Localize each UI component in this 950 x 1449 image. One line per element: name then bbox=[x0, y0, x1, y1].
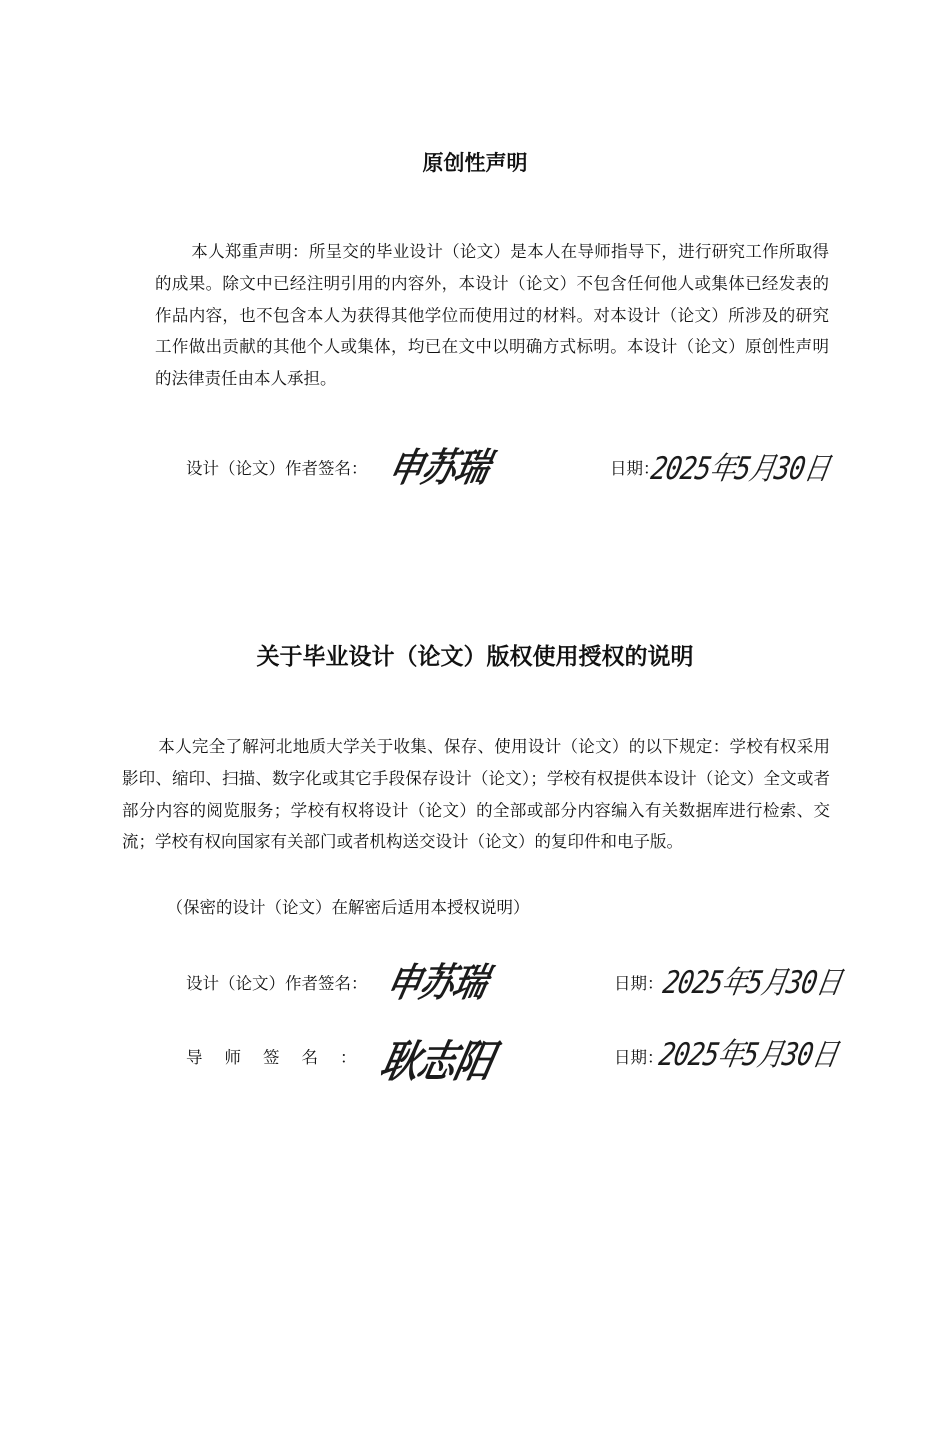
declaration-body: 本人郑重声明：所呈交的毕业设计（论文）是本人在导师指导下，进行研究工作所取得的成果。除文中已经注明引用的内容外，本设计（论文）不包含任何他人或集体已经发表的作品内容，也不包含本人为获得其他学位而使用过的材料。对本设计（论文）所涉及的研究工作做出贡献的其他个人或集体，均已在文中以明确方式标明。本设计（论文）原创性声明的法律责任由本人承担。 bbox=[155, 242, 829, 389]
authorization-author-label: 设计（论文）作者签名： bbox=[186, 974, 368, 993]
authorization-title: 关于毕业设计（论文）版权使用授权的说明 bbox=[256, 644, 694, 670]
declaration-date-value: 2025年5月30日 bbox=[648, 451, 833, 488]
advisor-label: 导师签名： bbox=[186, 1048, 379, 1067]
authorization-author-signature: 申苏瑞 bbox=[382, 960, 492, 1007]
authorization-author-date-value: 2025年5月30日 bbox=[660, 965, 845, 1002]
authorization-body: 本人完全了解河北地质大学关于收集、保存、使用设计（论文）的以下规定：学校有权采用影印、缩印、扫描、数字化或其它手段保存设计（论文）；学校有权提供本设计（论文）全文或者部分内容的阅览服务；学校有权将设计（论文）的全部或部分内容编入有关数据库进行检索、交流；学校有权向国家有关部门或者机构送交设计（论文）的复印件和电子版。 bbox=[122, 737, 830, 852]
authorization-author-date-label: 日期： bbox=[614, 974, 664, 993]
declaration-date-label: 日期： bbox=[610, 459, 660, 478]
declaration-title: 原创性声明 bbox=[422, 151, 528, 175]
advisor-date-label: 日期： bbox=[614, 1048, 664, 1067]
authorization-note: （保密的设计（论文）在解密后适用本授权说明） bbox=[166, 898, 530, 917]
declaration-author-signature: 申苏瑞 bbox=[384, 445, 494, 492]
declaration-author-label: 设计（论文）作者签名： bbox=[186, 459, 368, 478]
advisor-date-value: 2025年5月30日 bbox=[656, 1037, 841, 1074]
advisor-signature: 耿志阳 bbox=[375, 1036, 498, 1087]
